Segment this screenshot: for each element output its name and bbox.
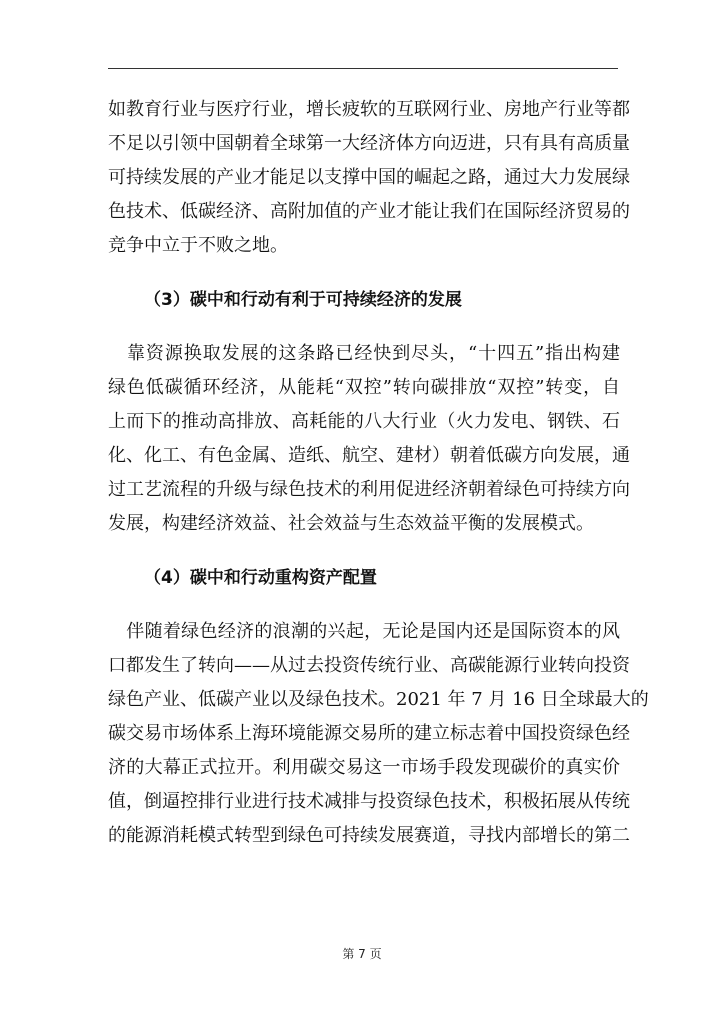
paragraph-2-line-4: 化、化工、有色金属、造纸、航空、建材）朝着低碳方向发展，通	[108, 445, 630, 466]
paragraph-1-line-2: 不足以引领中国朝着全球第一大经济体方向迈进，只有具有高质量	[108, 133, 630, 154]
page-number: 第 7 页	[342, 947, 382, 961]
header-rule	[108, 68, 618, 69]
paragraph-1-line-4: 色技术、低碳经济、高附加值的产业才能让我们在国际经济贸易的	[108, 201, 630, 222]
paragraph-1-line-1: 如教育行业与医疗行业，增长疲软的互联网行业、房地产行业等都	[108, 99, 630, 120]
paragraph-3-line-1: 伴随着绿色经济的浪潮的兴起，无论是国内还是国际资本的风	[108, 621, 620, 642]
paragraph-2-line-6: 发展，构建经济效益、社会效益与生态效益平衡的发展模式。	[108, 513, 594, 534]
paragraph-2-line-1: 靠资源换取发展的这条路已经快到尽头，“十四五”指出构建	[108, 343, 620, 364]
paragraph-3-line-3: 绿色产业、低碳产业以及绿色技术。2021 年 7 月 16 日全球最大的	[108, 689, 649, 710]
paragraph-3-line-6: 值，倒逼控排行业进行技术减排与投资绿色技术，积极拓展从传统	[108, 791, 630, 812]
paragraph-3-line-4: 碳交易市场体系上海环境能源交易所的建立标志着中国投资绿色经	[108, 723, 630, 744]
section-heading-4: （4）碳中和行动重构资产配置	[144, 568, 377, 588]
paragraph-2-line-3: 上而下的推动高排放、高耗能的八大行业（火力发电、钢铁、石	[108, 411, 620, 432]
paragraph-3-line-5: 济的大幕正式拉开。利用碳交易这一市场手段发现碳价的真实价	[108, 757, 620, 778]
paragraph-3-line-2: 口都发生了转向——从过去投资传统行业、高碳能源行业转向投资	[108, 655, 630, 676]
paragraph-2-line-2: 绿色低碳循环经济，从能耗“双控”转向碳排放“双控”转变，自	[108, 377, 620, 398]
paragraph-2-line-5: 过工艺流程的升级与绿色技术的利用促进经济朝着绿色可持续方向	[108, 479, 630, 500]
paragraph-1-line-5: 竞争中立于不败之地。	[108, 235, 288, 256]
section-heading-3: （3）碳中和行动有利于可持续经济的发展	[144, 290, 462, 310]
paragraph-1-line-3: 可持续发展的产业才能足以支撑中国的崛起之路，通过大力发展绿	[108, 167, 630, 188]
paragraph-3-line-7: 的能源消耗模式转型到绿色可持续发展赛道，寻找内部增长的第二	[108, 825, 630, 846]
